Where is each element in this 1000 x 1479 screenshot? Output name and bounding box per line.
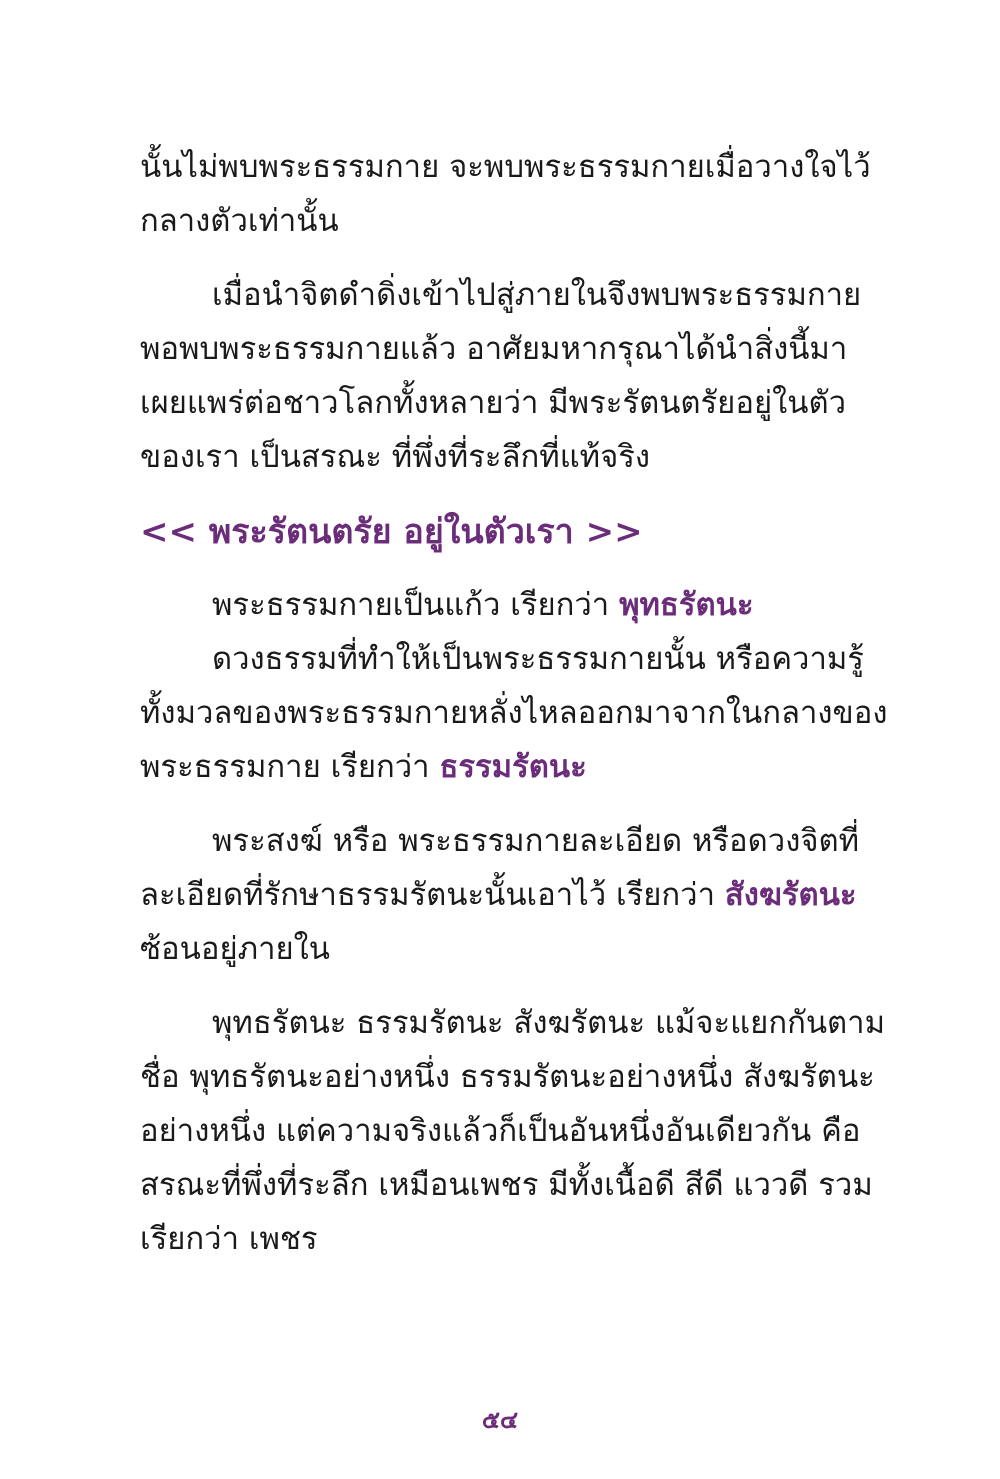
paragraph-line: อย่างหนึ่ง แต่ความจริงแล้วก็เป็นอันหนึ่งอันเดียวกัน คือ xyxy=(140,1113,861,1149)
paragraph-line: ชื่อ พุทธรัตนะอย่างหนึ่ง ธรรมรัตนะอย่างหนึ่ง สังฆรัตนะ xyxy=(140,1059,875,1095)
paragraph-text: พระธรรมกายเป็นแก้ว เรียกว่า xyxy=(212,587,620,623)
paragraph-line: พอพบพระธรรมกายแล้ว อาศัยมหากรุณาได้นำสิ่งนี้มา xyxy=(140,331,848,367)
paragraph-4 xyxy=(140,632,888,794)
paragraph-5 xyxy=(140,814,860,976)
paragraph-text: พระธรรมกาย เรียกว่า xyxy=(140,749,440,785)
paragraph-text: ละเอียดที่รักษาธรรมรัตนะนั้นเอาไว้ เรียกว่า xyxy=(140,877,725,913)
page-number: ๕๔ xyxy=(481,1405,519,1434)
paragraph-1 xyxy=(140,140,871,248)
paragraph-line: นั้นไม่พบพระธรรมกาย จะพบพระธรรมกายเมื่อวางใจไว้ xyxy=(140,149,871,185)
paragraph-line: ซ้อนอยู่ภายใน xyxy=(140,931,330,967)
paragraph-line: พุทธรัตนะ ธรรมรัตนะ สังฆรัตนะ แม้จะแยกกันตาม xyxy=(212,1005,886,1041)
paragraph-6 xyxy=(140,996,886,1266)
paragraph-line: พระสงฆ์ หรือ พระธรรมกายละเอียด หรือดวงจิตที่ xyxy=(212,823,860,859)
term-dhamma-ratana: ธรรมรัตนะ xyxy=(439,749,587,785)
paragraph-line xyxy=(140,868,857,922)
paragraph-line: เรียกว่า เพชร xyxy=(140,1221,318,1257)
paragraph-2 xyxy=(140,268,862,484)
paragraph-line: ของเรา เป็นสรณะ ที่พึ่งที่ระลึกที่แท้จริง xyxy=(140,439,651,475)
paragraph-line: ทั้งมวลของพระธรรมกายหลั่งไหลออกมาจากในกลางของ xyxy=(140,695,888,731)
paragraph-3 xyxy=(140,578,825,632)
page-content xyxy=(140,140,888,1266)
paragraph-line: เมื่อนำจิตดำดิ่งเข้าไปสู่ภายในจึงพบพระธรรมกาย xyxy=(212,277,862,313)
term-sangha-ratana: สังฆรัตนะ xyxy=(724,877,857,913)
paragraph-line: ดวงธรรมที่ทำให้เป็นพระธรรมกายนั้น หรือความรู้ xyxy=(212,641,864,677)
paragraph-line xyxy=(140,740,825,794)
paragraph-line xyxy=(140,578,825,632)
paragraph-line: สรณะที่พึ่งที่ระลึก เหมือนเพชร มีทั้งเนื้อดี สีดี แววดี รวม xyxy=(140,1167,873,1203)
section-heading: << พระรัตนตรัย อยู่ในตัวเรา >> xyxy=(140,512,643,552)
paragraph-line: กลางตัวเท่านั้น xyxy=(140,203,339,239)
term-buddha-ratana: พุทธรัตนะ xyxy=(619,587,754,623)
paragraph-line: เผยแพร่ต่อชาวโลกทั้งหลายว่า มีพระรัตนตรัยอยู่ในตัว xyxy=(140,385,846,421)
